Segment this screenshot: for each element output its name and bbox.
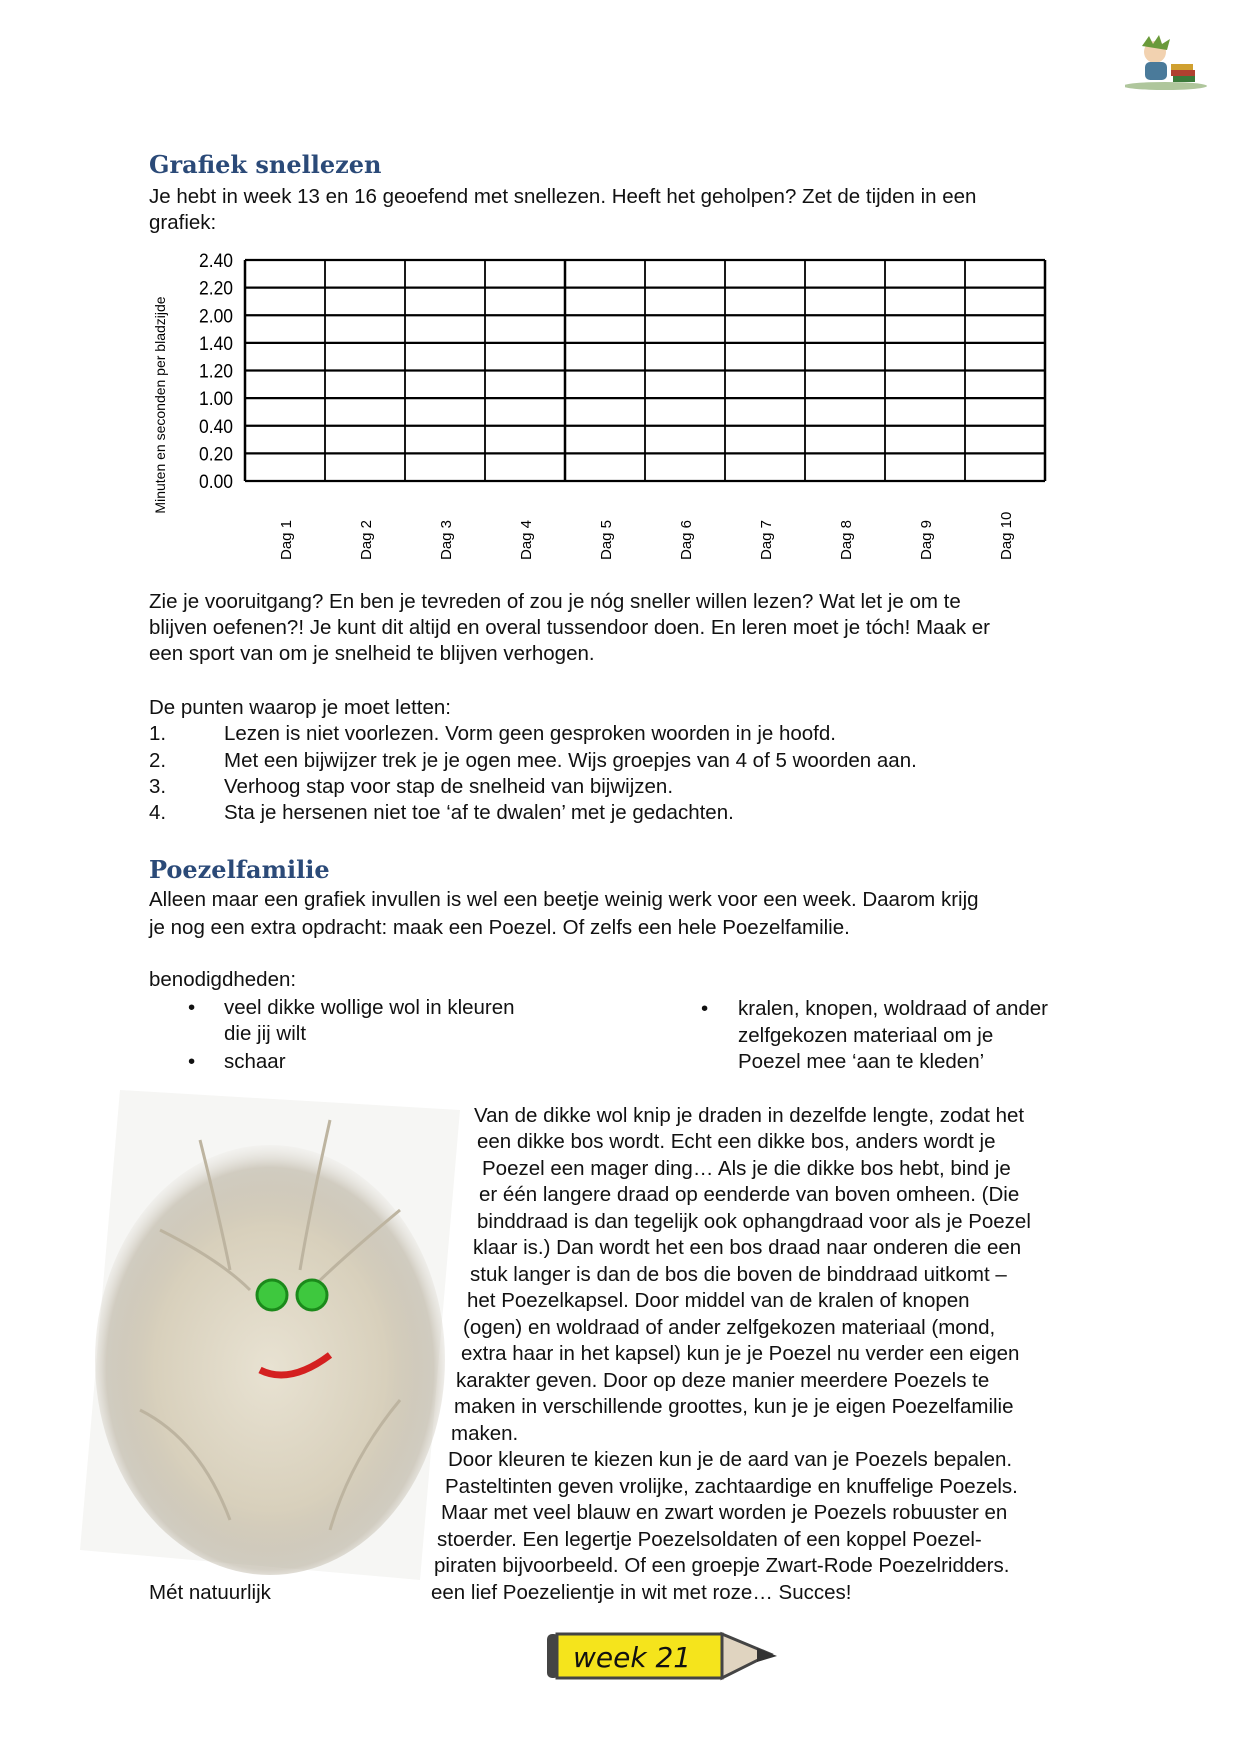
- x-tick-label: Dag 3: [438, 519, 455, 560]
- body-line: Pasteltinten geven vrolijke, zachtaardige en knuffelige Poezels.: [445, 1475, 1018, 1498]
- x-tick-label: Dag 6: [678, 519, 695, 560]
- y-tick-label: 2.40: [199, 251, 233, 272]
- y-tick-label: 2.00: [199, 306, 233, 328]
- supply-item: die jij wilt: [224, 1022, 307, 1045]
- supplies-label: benodigdheden:: [149, 968, 297, 991]
- left-fragment: Mét natuurlijk: [149, 1581, 271, 1604]
- paragraph-line: je nog een extra opdracht: maak een Poezel. Of zelfs een hele Poezelfamilie.: [149, 916, 850, 939]
- poezel-photo: [80, 1080, 460, 1590]
- week-badge-text: week 21: [573, 1641, 692, 1674]
- x-tick-label: Dag 8: [838, 519, 855, 560]
- points-intro: De punten waarop je moet letten:: [149, 696, 451, 719]
- body-line: Maar met veel blauw en zwart worden je Poezels robuuster en: [441, 1501, 1008, 1524]
- body-line: (ogen) en woldraad of ander zelfgekozen materiaal (mond,: [463, 1316, 996, 1339]
- body-line: stuk langer is dan de bos die boven de binddraad uitkomt –: [470, 1263, 1007, 1286]
- y-tick-label: 1.00: [199, 389, 233, 411]
- supply-item: schaar: [224, 1050, 286, 1073]
- supply-item: veel dikke wollige wol in kleuren: [224, 996, 515, 1019]
- x-tick-label: Dag 7: [758, 519, 775, 560]
- point-text: Verhoog stap voor stap de snelheid van bijwijzen.: [224, 775, 674, 798]
- supply-item: kralen, knopen, woldraad of ander: [738, 997, 1048, 1020]
- supply-item: Poezel mee ‘aan te kleden’: [738, 1050, 985, 1073]
- week-pencil-badge: [545, 1630, 785, 1684]
- x-tick-label: Dag 5: [598, 519, 615, 560]
- bullet-icon: •: [188, 996, 196, 1019]
- bullet-icon: •: [188, 1050, 196, 1073]
- paragraph-line: een sport van om je snelheid te blijven verhogen.: [149, 642, 595, 665]
- x-tick-label: Dag 2: [358, 519, 375, 560]
- point-number: 2.: [149, 749, 167, 772]
- x-tick-label: Dag 9: [918, 519, 935, 560]
- y-tick-label: 0.00: [199, 472, 233, 493]
- point-text: Sta je hersenen niet toe ‘af te dwalen’ met je gedachten.: [224, 801, 734, 824]
- intro-line: grafiek:: [149, 211, 217, 234]
- body-line: een dikke bos wordt. Echt een dikke bos, anders wordt je: [477, 1130, 996, 1153]
- paragraph-line: Alleen maar een grafiek invullen is wel een beetje weinig werk voor een week. Daarom krijg: [149, 888, 979, 911]
- body-line: klaar is.) Dan wordt het een bos draad naar onderen die een: [473, 1236, 1022, 1259]
- section-title-poezelfamilie: Poezelfamilie: [149, 855, 330, 884]
- body-line: stoerder. Een legertje Poezelsoldaten of een koppel Poezel-: [437, 1528, 982, 1551]
- x-tick-label: Dag 4: [518, 519, 535, 560]
- reading-child-icon: [1125, 34, 1215, 92]
- point-text: Met een bijwijzer trek je je ogen mee. Wijs groepjes van 4 of 5 woorden aan.: [224, 749, 917, 772]
- supply-item: zelfgekozen materiaal om je: [738, 1024, 994, 1047]
- x-tick-label: Dag 1: [278, 519, 295, 560]
- body-line: binddraad is dan tegelijk ook ophangdraad voor als je Poezel: [477, 1210, 1031, 1233]
- body-line: Poezel een mager ding… Als je die dikke bos hebt, bind je: [482, 1157, 1011, 1180]
- body-line: extra haar in het kapsel) kun je je Poezel nu verder een eigen: [461, 1342, 1020, 1365]
- paragraph-line: blijven oefenen?! Je kunt dit altijd en overal tussendoor doen. En leren moet je tóch! Maak er: [149, 616, 991, 639]
- body-line: Door kleuren te kiezen kun je de aard van je Poezels bepalen.: [448, 1448, 1013, 1471]
- body-line: een lief Poezelientje in wit met roze… Succes!: [431, 1581, 852, 1604]
- point-number: 3.: [149, 775, 167, 798]
- body-line: maken in verschillende groottes, kun je je eigen Poezelfamilie: [454, 1395, 1014, 1418]
- y-tick-label: 2.20: [199, 278, 233, 300]
- body-line: maken.: [451, 1422, 519, 1445]
- body-line: Van de dikke wol knip je draden in dezelfde lengte, zodat het: [474, 1104, 1025, 1127]
- y-tick-label: 0.40: [199, 416, 233, 438]
- section-title-grafiek: Grafiek snellezen: [149, 150, 382, 179]
- point-number: 4.: [149, 801, 167, 824]
- paragraph-line: Zie je vooruitgang? En ben je tevreden of zou je nóg sneller willen lezen? Wat let je om te: [149, 590, 961, 613]
- point-text: Lezen is niet voorlezen. Vorm geen gesproken woorden in je hoofd.: [224, 722, 836, 745]
- x-tick-label: Dag 10: [998, 511, 1015, 560]
- body-line: karakter geven. Door op deze manier meerdere Poezels te: [456, 1369, 990, 1392]
- y-axis-label: Minuten en seconden per bladzijde: [152, 296, 168, 514]
- y-tick-label: 1.20: [199, 361, 233, 383]
- y-tick-label: 1.40: [199, 333, 233, 355]
- point-number: 1.: [149, 722, 167, 745]
- bullet-icon: •: [701, 997, 709, 1020]
- intro-line: Je hebt in week 13 en 16 geoefend met snellezen. Heeft het geholpen? Zet de tijden in een: [149, 185, 977, 208]
- body-line: er één langere draad op eenderde van boven omheen. (Die: [479, 1183, 1020, 1206]
- reading-speed-chart: [0, 0, 1240, 600]
- body-line: piraten bijvoorbeeld. Of een groepje Zwart-Rode Poezelridders.: [434, 1554, 1010, 1577]
- body-line: het Poezelkapsel. Door middel van de kralen of knopen: [467, 1289, 970, 1312]
- y-tick-label: 0.20: [199, 444, 233, 466]
